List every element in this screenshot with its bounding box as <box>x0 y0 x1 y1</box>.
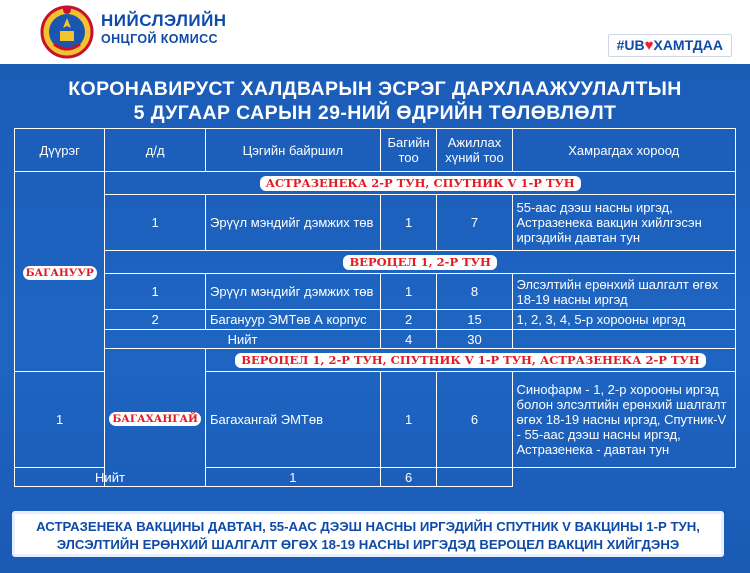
cell-staff: 8 <box>437 274 512 310</box>
table-row <box>15 310 736 330</box>
vaccine-band-label: АСТРАЗЕНЕКА 2-Р ТУН, СПУТНИК V 1-Р ТУН <box>260 176 581 191</box>
schedule-table <box>14 128 736 487</box>
cell-staff: 6 <box>437 372 512 468</box>
hashtag-badge <box>608 34 732 57</box>
total-staff: 30 <box>437 330 512 349</box>
cell-no: 2 <box>105 310 206 330</box>
header-district: Дүүрэг <box>15 129 105 172</box>
cell-khoroo: 55-аас дээш насны иргэд, Астразенека вакцин хийлгэсэн иргэдийн давтан тун <box>512 195 735 251</box>
cell-location: Эрүүл мэндийг дэмжих төв <box>205 274 380 310</box>
cell-teams: 1 <box>380 274 437 310</box>
cell-no: 1 <box>15 372 105 468</box>
district-cell <box>15 172 105 372</box>
total-row <box>15 468 736 487</box>
heart-icon: ♥ <box>644 37 654 54</box>
cell-teams: 2 <box>380 310 437 330</box>
header-teams: Багийн тоо <box>380 129 437 172</box>
band-row <box>15 349 736 372</box>
table-row <box>15 195 736 251</box>
state-emblem-icon <box>40 4 94 60</box>
vaccine-band <box>105 251 736 274</box>
cell-staff: 7 <box>437 195 512 251</box>
cell-no: 1 <box>105 195 206 251</box>
hashtag-prefix: #UB <box>616 37 645 53</box>
total-empty <box>512 330 735 349</box>
district-label: БАГАХАНГАЙ <box>109 412 201 426</box>
cell-teams: 1 <box>380 195 437 251</box>
band-row <box>15 172 736 195</box>
vaccine-band <box>205 349 735 372</box>
vaccine-band <box>105 172 736 195</box>
header-khoroo: Хамрагдах хороод <box>512 129 735 172</box>
page-title-line1: КОРОНАВИРУСТ ХАЛДВАРЫН ЭСРЭГ ДАРХЛААЖУУЛАЛТЫН <box>68 78 682 100</box>
total-row <box>15 330 736 349</box>
total-label: Нийт <box>105 330 380 349</box>
header-no: д/д <box>105 129 206 172</box>
total-teams: 4 <box>380 330 437 349</box>
header-location: Цэгийн байршил <box>205 129 380 172</box>
cell-location: Багануур ЭМТөв А корпус <box>205 310 380 330</box>
band-row <box>15 251 736 274</box>
table-header-row <box>15 129 736 172</box>
header-bar <box>0 0 750 64</box>
total-teams: 1 <box>205 468 380 487</box>
footer-line2: ЭЛСЭЛТИЙН ЕРӨНХИЙ ШАЛГАЛТ ӨГӨХ 18-19 НАСНЫ ИРГЭДЭД ВЕРОЦЕЛ ВАКЦИН ХИЙГДЭНЭ <box>56 537 680 552</box>
page-title-line2: 5 ДУГААР САРЫН 29-НИЙ ӨДРИЙН ТӨЛӨВЛӨЛТ <box>133 102 617 124</box>
footer-note <box>12 511 724 557</box>
footer-line1: АСТРАЗЕНЕКА ВАКЦИНЫ ДАВТАН, 55-ААС ДЭЭШ НАСНЫ ИРГЭДИЙН СПУТНИК V ВАКЦИНЫ 1-Р ТУН, <box>36 519 700 534</box>
table-row <box>15 274 736 310</box>
total-empty <box>437 468 512 487</box>
cell-no: 1 <box>105 274 206 310</box>
cell-location: Багахангай ЭМТөв <box>205 372 380 468</box>
org-name-line2: ОНЦГОЙ КОМИСС <box>101 32 218 46</box>
district-label: БАГАНУУР <box>23 266 97 280</box>
cell-staff: 15 <box>437 310 512 330</box>
cell-teams: 1 <box>380 372 437 468</box>
org-name-line1: НИЙСЛЭЛИЙН <box>101 11 227 30</box>
total-staff: 6 <box>380 468 437 487</box>
cell-location: Эрүүл мэндийг дэмжих төв <box>205 195 380 251</box>
vaccine-band-label: ВЕРОЦЕЛ 1, 2-Р ТУН <box>343 255 496 270</box>
total-label: Нийт <box>15 468 206 487</box>
district-cell <box>105 349 206 487</box>
cell-khoroo: 1, 2, 3, 4, 5-р хорооны иргэд <box>512 310 735 330</box>
header-staff: Ажиллах хүний тоо <box>437 129 512 172</box>
vaccine-band-label: ВЕРОЦЕЛ 1, 2-Р ТУН, СПУТНИК V 1-Р ТУН, АСТРАЗЕНЕКА 2-Р ТУН <box>235 353 705 368</box>
cell-khoroo: Элсэлтийн ерөнхий шалгалт өгөх 18-19 насны иргэд <box>512 274 735 310</box>
hashtag-suffix: ХАМТДАА <box>653 37 723 53</box>
cell-khoroo: Синофарм - 1, 2-р хорооны иргэд болон элсэлтийн ерөнхий шалгалт өгөх 18-19 насны иргэд, Спутник-V - 55-аас дээш насны иргэд, Астразенека - давтан тун <box>512 372 735 468</box>
